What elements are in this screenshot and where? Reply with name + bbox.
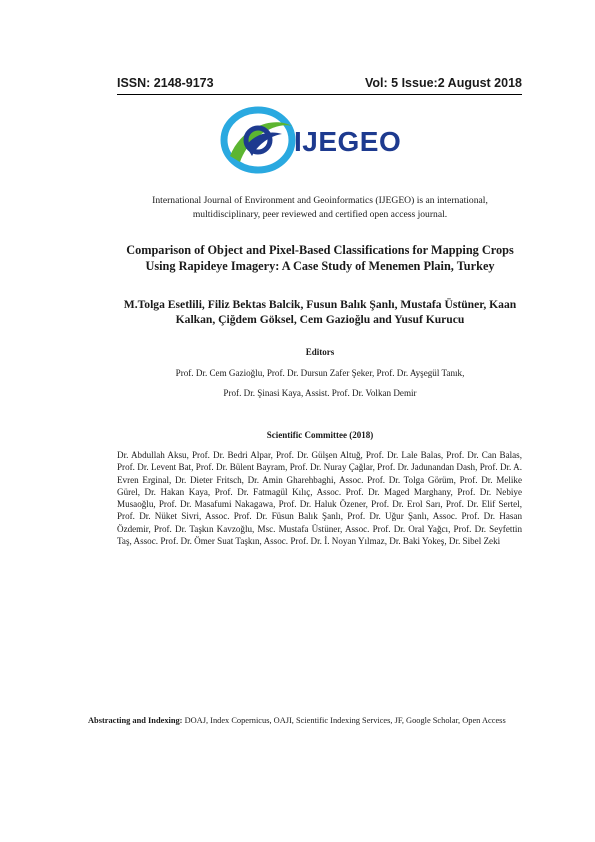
indexing-list: DOAJ, Index Copernicus, OAJI, Scientific Indexing Services, JF, Google Scholar, Open Access [182,716,506,725]
editors-line-2: Prof. Dr. Şinasi Kaya, Assist. Prof. Dr. Volkan Demir [223,388,417,398]
journal-header [117,76,522,95]
journal-logo [220,104,410,176]
journal-description: International Journal of Environment and Geoinformatics (IJEGEO) is an international, multidisciplinary, peer reviewed and certified open access journal. [152,195,488,220]
issn-number: ISSN: 2148-9173 [117,76,214,90]
editors-line-1: Prof. Dr. Cem Gazioğlu, Prof. Dr. Dursun Zafer Şeker, Prof. Dr. Ayşegül Tanık, [175,368,465,378]
scientific-committee-list: Dr. Abdullah Aksu, Prof. Dr. Bedri Alpar, Prof. Dr. Gülşen Altuğ, Prof. Dr. Lale Balas, Prof. Dr. Can Balas, Prof. Dr. Levent Bat, Prof. Dr. Bülent Bayram, Prof. Dr. Nuray Çağlar, Prof. Dr. Jadunandan Dash, Prof. Dr. A. Evren Erginal, Dr. Dieter Fritsch, Dr. Amin Gharehbaghi, Assoc. Prof. Dr. Tolga Görüm, Prof. Dr. Melike Gürel, Dr. Hakan Kaya, Prof. Dr. Fatmagül Kılıç, Assoc. Prof. Dr. Maged Marghany, Prof. Dr. Nebiye Musaoğlu, Prof. Dr. Masafumi Nakagawa, Prof. Dr. Haluk Özener, Prof. Dr. Erol Sarı, Prof. Dr. Elif Sertel, Prof. Dr. Nüket Sivri, Assoc. Prof. Dr. Füsun Balık Şanlı, Prof. Dr. Uğur Şanlı, Assoc. Prof. Dr. Hasan Özdemir, Prof. Dr. Taşkın Kavzoğlu, Msc. Mustafa Üstüner, Assoc. Prof. Dr. Oral Yağcı, Prof. Dr. Seyfettin Taş, Assoc. Prof. Dr. Ömer Suat Taşkın, Assoc. Prof. Dr. İ. Noyan Yılmaz, Dr. Baki Yokeş, Dr. Sibel Zeki [117,450,522,547]
logo-wordmark: IJEGEO [294,126,402,157]
editors-heading: Editors [305,347,335,357]
scientific-committee-heading: Scientific Committee (2018) [266,430,374,440]
abstracting-indexing [88,716,548,725]
article-title: Comparison of Object and Pixel-Based Classifications for Mapping Crops Using Rapideye Imagery: A Case Study of Menemen Plain, Turkey [126,243,514,273]
indexing-label: Abstracting and Indexing: [88,716,183,725]
volume-issue: Vol: 5 Issue:2 August 2018 [365,76,522,90]
globe-logo-icon [220,104,296,176]
article-authors: M.Tolga Esetlili, Filiz Bektas Balcik, Fusun Balık Şanlı, Mustafa Üstüner, Kaan Kalkan, Çiğdem Göksel, Cem Gazioğlu and Yusuf Kurucu [123,298,517,326]
